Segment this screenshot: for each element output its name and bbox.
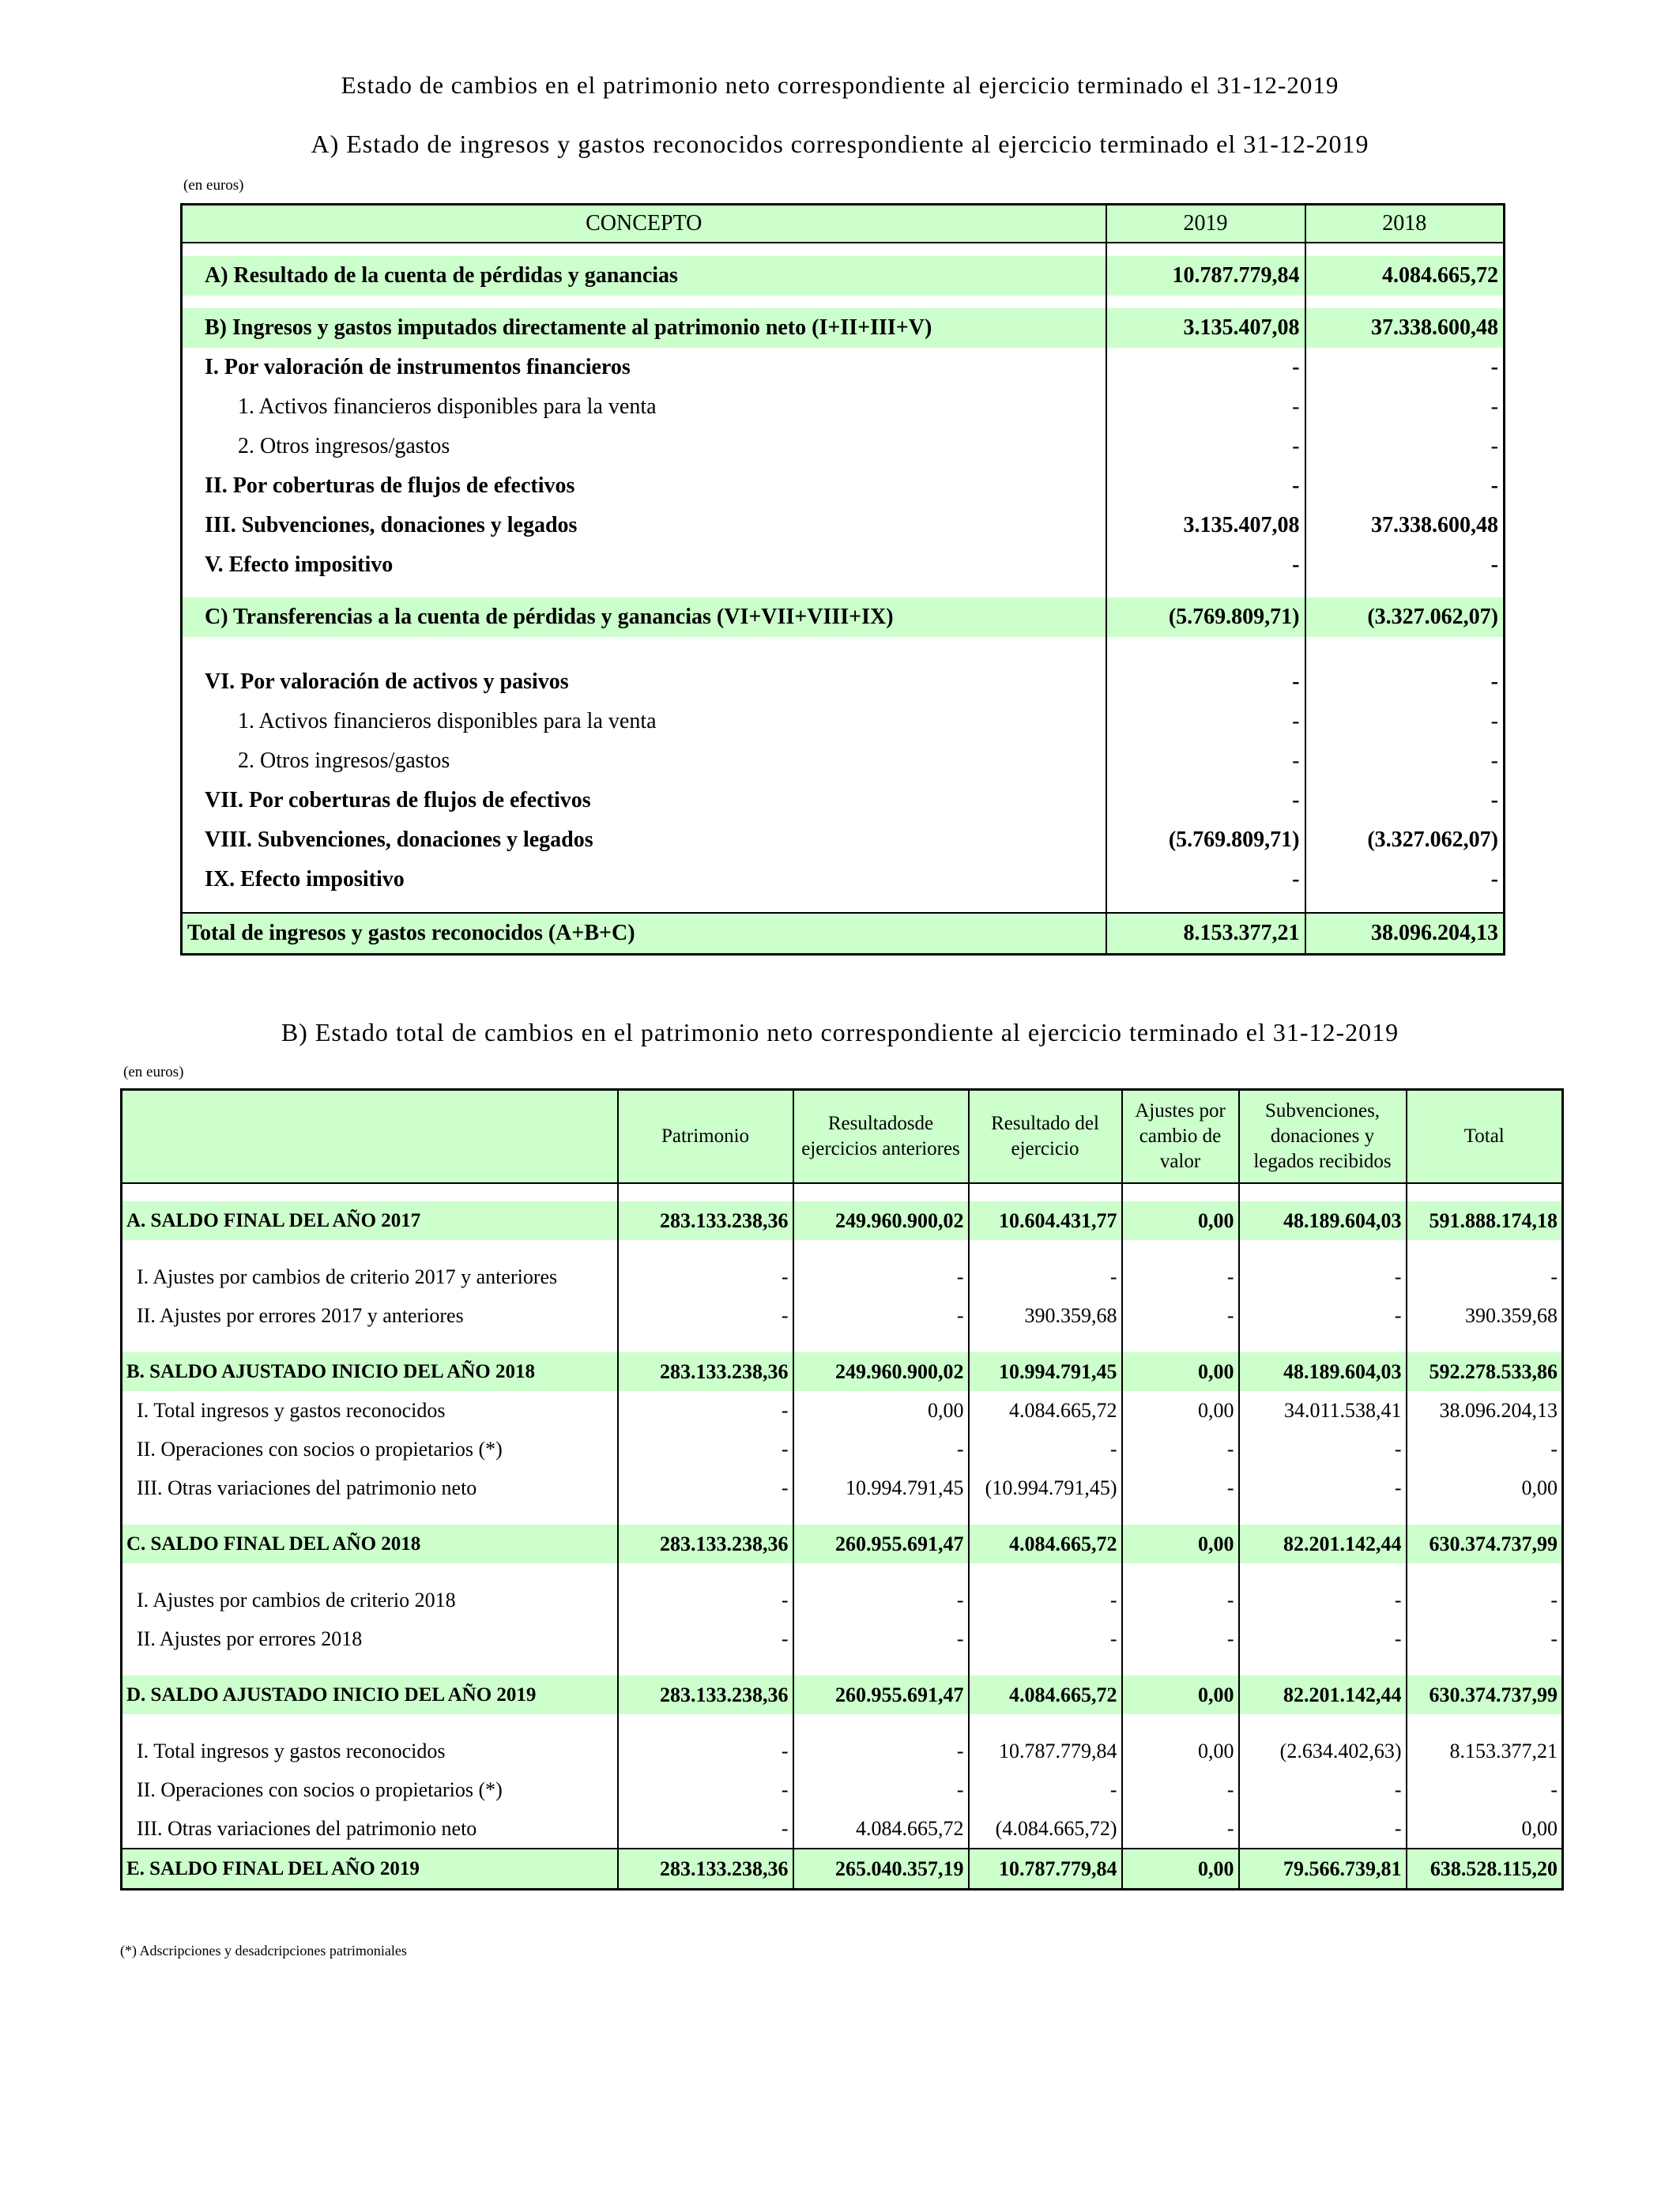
cell-resultado-ejercicio: - [969, 1619, 1122, 1658]
table-row [182, 860, 1505, 899]
row-value-2018: 38.096.204,13 [1305, 913, 1505, 955]
row-value-2018: - [1305, 348, 1505, 387]
table-row [182, 741, 1505, 781]
cell-resultado-ejercicio: - [969, 1257, 1122, 1296]
table-row [182, 308, 1505, 348]
row-concept: II. Operaciones con socios o propietarios (*) [137, 1437, 503, 1461]
header-2018: 2018 [1305, 205, 1505, 243]
header-total: Total [1407, 1090, 1563, 1184]
row-value-2018: - [1305, 781, 1505, 820]
balance-row [122, 1525, 1563, 1563]
cell-patrimonio: - [618, 1732, 793, 1770]
row-value-2019: - [1106, 781, 1305, 820]
cell-subvenciones: - [1239, 1468, 1407, 1507]
row-value-2018: - [1305, 662, 1505, 702]
cell-resultado-ejercicio: 10.787.779,84 [969, 1849, 1122, 1890]
table-header [122, 1090, 1563, 1184]
table-row [182, 466, 1505, 506]
cell-subvenciones: - [1239, 1770, 1407, 1809]
cell-subvenciones: 82.201.142,44 [1239, 1525, 1407, 1563]
row-value-2018: - [1305, 387, 1505, 427]
cell-patrimonio: 283.133.238,36 [618, 1849, 793, 1890]
table-row [122, 1391, 1563, 1430]
row-concept: I. Por valoración de instrumentos financieros [205, 355, 631, 379]
cell-resultados-anteriores: - [793, 1732, 969, 1770]
cell-total: - [1407, 1430, 1563, 1468]
cell-ajustes-valor: - [1122, 1809, 1239, 1849]
table-total-row [182, 913, 1505, 955]
row-concept: VIII. Subvenciones, donaciones y legados [205, 827, 593, 852]
row-concept: III. Otras variaciones del patrimonio neto [137, 1476, 477, 1499]
cambios-patrimonio-table [120, 1088, 1564, 1891]
row-concept: B) Ingresos y gastos imputados directamente al patrimonio neto (I+II+III+V) [205, 315, 932, 340]
cell-subvenciones: 82.201.142,44 [1239, 1676, 1407, 1714]
row-value-2019: - [1106, 702, 1305, 741]
header-resultados-anteriores: Resultadosde ejercicios anteriores [793, 1090, 969, 1184]
cell-ajustes-valor: 0,00 [1122, 1732, 1239, 1770]
table-row [122, 1732, 1563, 1770]
row-concept: II. Operaciones con socios o propietarios (*) [137, 1777, 503, 1801]
cell-patrimonio: - [618, 1581, 793, 1619]
cell-resultados-anteriores: 0,00 [793, 1391, 969, 1430]
cell-resultados-anteriores: - [793, 1770, 969, 1809]
header-concepto: CONCEPTO [182, 205, 1106, 243]
table-row [122, 1619, 1563, 1658]
table-row [182, 598, 1505, 637]
row-concept: 2. Otros ingresos/gastos [238, 434, 450, 458]
cell-resultado-ejercicio: 4.084.665,72 [969, 1391, 1122, 1430]
table-row [122, 1809, 1563, 1849]
cell-subvenciones: - [1239, 1430, 1407, 1468]
cell-patrimonio: - [618, 1296, 793, 1335]
cell-subvenciones: - [1239, 1809, 1407, 1849]
cell-total: 0,00 [1407, 1809, 1563, 1849]
cell-patrimonio: - [618, 1619, 793, 1658]
document-title: Estado de cambios en el patrimonio neto correspondiente al ejercicio terminado el 31-12-2019 [341, 71, 1339, 99]
row-concept: III. Subvenciones, donaciones y legados [205, 513, 578, 537]
cell-total: 8.153.377,21 [1407, 1732, 1563, 1770]
table-row [182, 387, 1505, 427]
cell-patrimonio: - [618, 1391, 793, 1430]
cell-patrimonio: 283.133.238,36 [618, 1676, 793, 1714]
table-row [182, 702, 1505, 741]
row-concept: II. Por coberturas de flujos de efectivos [205, 473, 575, 498]
cell-resultado-ejercicio: 10.604.431,77 [969, 1201, 1122, 1240]
cell-total: 38.096.204,13 [1407, 1391, 1563, 1430]
cell-ajustes-valor: - [1122, 1770, 1239, 1809]
unit-label-b: (en euros) [123, 1064, 184, 1080]
cell-resultado-ejercicio: (4.084.665,72) [969, 1809, 1122, 1849]
row-concept: 1. Activos financieros disponibles para la venta [238, 394, 657, 419]
cell-ajustes-valor: - [1122, 1468, 1239, 1507]
table-row [122, 1430, 1563, 1468]
cell-ajustes-valor: 0,00 [1122, 1849, 1239, 1890]
row-value-2019: (5.769.809,71) [1106, 820, 1305, 860]
row-value-2019: - [1106, 348, 1305, 387]
cell-resultados-anteriores: 249.960.900,02 [793, 1352, 969, 1391]
balance-row [122, 1676, 1563, 1714]
row-value-2018: (3.327.062,07) [1305, 598, 1505, 637]
cell-patrimonio: - [618, 1257, 793, 1296]
row-concept: I. Ajustes por cambios de criterio 2018 [137, 1588, 456, 1612]
cell-ajustes-valor: - [1122, 1257, 1239, 1296]
cell-resultado-ejercicio: 10.994.791,45 [969, 1352, 1122, 1391]
cell-patrimonio: - [618, 1468, 793, 1507]
row-concept: 1. Activos financieros disponibles para la venta [238, 709, 657, 733]
cell-total: - [1407, 1257, 1563, 1296]
cell-resultado-ejercicio: - [969, 1430, 1122, 1468]
row-value-2019: - [1106, 662, 1305, 702]
cell-total: 0,00 [1407, 1468, 1563, 1507]
row-value-2018: - [1305, 860, 1505, 899]
row-concept: VI. Por valoración de activos y pasivos [205, 669, 569, 694]
cell-resultados-anteriores: - [793, 1619, 969, 1658]
cell-resultados-anteriores: 260.955.691,47 [793, 1525, 969, 1563]
cell-ajustes-valor: - [1122, 1619, 1239, 1658]
row-value-2018: - [1305, 545, 1505, 585]
cell-resultado-ejercicio: 4.084.665,72 [969, 1525, 1122, 1563]
cell-resultados-anteriores: 4.084.665,72 [793, 1809, 969, 1849]
cell-subvenciones: - [1239, 1296, 1407, 1335]
cell-total: 638.528.115,20 [1407, 1849, 1563, 1890]
table-row [182, 545, 1505, 585]
header-resultado-ejercicio: Resultado del ejercicio [969, 1090, 1122, 1184]
row-value-2019: 3.135.407,08 [1106, 308, 1305, 348]
row-value-2018: 4.084.665,72 [1305, 256, 1505, 296]
cell-total: 592.278.533,86 [1407, 1352, 1563, 1391]
row-concept: IX. Efecto impositivo [205, 867, 405, 892]
row-value-2019: 3.135.407,08 [1106, 506, 1305, 545]
row-concept: V. Efecto impositivo [205, 552, 394, 577]
cell-resultados-anteriores: - [793, 1430, 969, 1468]
table-row [122, 1468, 1563, 1507]
row-value-2019: - [1106, 545, 1305, 585]
footnote: (*) Adscripciones y desadcripciones patrimoniales [120, 1943, 407, 1958]
row-value-2018: - [1305, 702, 1505, 741]
cell-subvenciones: 48.189.604,03 [1239, 1352, 1407, 1391]
cell-ajustes-valor: - [1122, 1581, 1239, 1619]
row-concept: VII. Por coberturas de flujos de efectivos [205, 788, 591, 812]
cell-resultado-ejercicio: 4.084.665,72 [969, 1676, 1122, 1714]
cell-resultado-ejercicio: 10.787.779,84 [969, 1732, 1122, 1770]
row-value-2019: - [1106, 427, 1305, 466]
header-blank [122, 1090, 618, 1184]
row-concept: I. Total ingresos y gastos reconocidos [137, 1739, 446, 1762]
row-concept: A. SALDO FINAL DEL AÑO 2017 [126, 1209, 421, 1231]
cell-resultado-ejercicio: (10.994.791,45) [969, 1468, 1122, 1507]
row-value-2018: (3.327.062,07) [1305, 820, 1505, 860]
table-row [122, 1296, 1563, 1335]
table-row [182, 781, 1505, 820]
row-value-2018: - [1305, 427, 1505, 466]
row-value-2019: 8.153.377,21 [1106, 913, 1305, 955]
cell-subvenciones: - [1239, 1581, 1407, 1619]
row-concept: Total de ingresos y gastos reconocidos (A+B+C) [182, 913, 1106, 955]
cell-ajustes-valor: 0,00 [1122, 1676, 1239, 1714]
cell-subvenciones: - [1239, 1619, 1407, 1658]
header-ajustes-valor: Ajustes por cambio de valor [1122, 1090, 1239, 1184]
row-concept: I. Ajustes por cambios de criterio 2017 y anteriores [137, 1265, 558, 1288]
balance-row [122, 1352, 1563, 1391]
cell-resultados-anteriores: 260.955.691,47 [793, 1676, 969, 1714]
row-concept: E. SALDO FINAL DEL AÑO 2019 [122, 1849, 618, 1890]
cell-resultados-anteriores: 265.040.357,19 [793, 1849, 969, 1890]
section-a-title: A) Estado de ingresos y gastos reconocidos correspondiente al ejercicio terminado el 31-12-2019 [311, 130, 1369, 158]
table-row [182, 427, 1505, 466]
row-concept: C. SALDO FINAL DEL AÑO 2018 [126, 1532, 421, 1555]
row-concept: 2. Otros ingresos/gastos [238, 748, 450, 773]
table-row [122, 1770, 1563, 1809]
cell-resultado-ejercicio: 390.359,68 [969, 1296, 1122, 1335]
row-concept: II. Ajustes por errores 2017 y anteriores [137, 1303, 464, 1327]
cell-resultados-anteriores: 249.960.900,02 [793, 1201, 969, 1240]
row-value-2019: - [1106, 741, 1305, 781]
cell-patrimonio: 283.133.238,36 [618, 1201, 793, 1240]
row-value-2018: 37.338.600,48 [1305, 308, 1505, 348]
row-value-2018: - [1305, 466, 1505, 506]
row-value-2018: - [1305, 741, 1505, 781]
row-value-2019: - [1106, 860, 1305, 899]
cell-total: 630.374.737,99 [1407, 1676, 1563, 1714]
table-row [182, 256, 1505, 296]
cell-patrimonio: 283.133.238,36 [618, 1352, 793, 1391]
cell-patrimonio: 283.133.238,36 [618, 1525, 793, 1563]
cell-subvenciones: 34.011.538,41 [1239, 1391, 1407, 1430]
cell-ajustes-valor: 0,00 [1122, 1201, 1239, 1240]
table-row [122, 1257, 1563, 1296]
balance-row [122, 1849, 1563, 1890]
cell-subvenciones: - [1239, 1257, 1407, 1296]
table-header [182, 205, 1505, 243]
cell-subvenciones: 79.566.739,81 [1239, 1849, 1407, 1890]
cell-ajustes-valor: 0,00 [1122, 1525, 1239, 1563]
cell-total: - [1407, 1619, 1563, 1658]
balance-row [122, 1201, 1563, 1240]
row-concept: C) Transferencias a la cuenta de pérdidas y ganancias (VI+VII+VIII+IX) [205, 605, 894, 629]
cell-subvenciones: 48.189.604,03 [1239, 1201, 1407, 1240]
table-row [122, 1581, 1563, 1619]
cell-resultados-anteriores: 10.994.791,45 [793, 1468, 969, 1507]
table-row [182, 506, 1505, 545]
cell-ajustes-valor: 0,00 [1122, 1352, 1239, 1391]
header-subvenciones: Subvenciones, donaciones y legados recibidos [1239, 1090, 1407, 1184]
table-row [182, 820, 1505, 860]
row-concept: II. Ajustes por errores 2018 [137, 1627, 363, 1650]
cell-total: - [1407, 1770, 1563, 1809]
cell-patrimonio: - [618, 1770, 793, 1809]
table-row [182, 662, 1505, 702]
cell-ajustes-valor: - [1122, 1430, 1239, 1468]
row-concept: A) Resultado de la cuenta de pérdidas y ganancias [205, 263, 678, 288]
cell-ajustes-valor: 0,00 [1122, 1391, 1239, 1430]
cell-total: - [1407, 1581, 1563, 1619]
cell-total: 630.374.737,99 [1407, 1525, 1563, 1563]
row-concept: D. SALDO AJUSTADO INICIO DEL AÑO 2019 [126, 1683, 537, 1706]
row-value-2018: 37.338.600,48 [1305, 506, 1505, 545]
table-row [182, 348, 1505, 387]
row-value-2019: (5.769.809,71) [1106, 598, 1305, 637]
row-value-2019: - [1106, 387, 1305, 427]
row-concept: B. SALDO AJUSTADO INICIO DEL AÑO 2018 [126, 1360, 536, 1382]
cell-resultados-anteriores: - [793, 1581, 969, 1619]
cell-resultados-anteriores: - [793, 1296, 969, 1335]
header-2019: 2019 [1106, 205, 1305, 243]
row-concept: III. Otras variaciones del patrimonio neto [137, 1816, 477, 1840]
cell-patrimonio: - [618, 1430, 793, 1468]
cell-resultados-anteriores: - [793, 1257, 969, 1296]
cell-resultado-ejercicio: - [969, 1581, 1122, 1619]
cell-patrimonio: - [618, 1809, 793, 1849]
cell-ajustes-valor: - [1122, 1296, 1239, 1335]
ingresos-gastos-table [180, 203, 1505, 956]
cell-total: 390.359,68 [1407, 1296, 1563, 1335]
section-b-title: B) Estado total de cambios en el patrimonio neto correspondiente al ejercicio terminado el 31-12-2019 [281, 1018, 1399, 1046]
cell-subvenciones: (2.634.402,63) [1239, 1732, 1407, 1770]
header-patrimonio: Patrimonio [618, 1090, 793, 1184]
row-value-2019: 10.787.779,84 [1106, 256, 1305, 296]
unit-label-a: (en euros) [183, 177, 244, 194]
cell-total: 591.888.174,18 [1407, 1201, 1563, 1240]
row-concept: I. Total ingresos y gastos reconocidos [137, 1398, 446, 1422]
row-value-2019: - [1106, 466, 1305, 506]
cell-resultado-ejercicio: - [969, 1770, 1122, 1809]
